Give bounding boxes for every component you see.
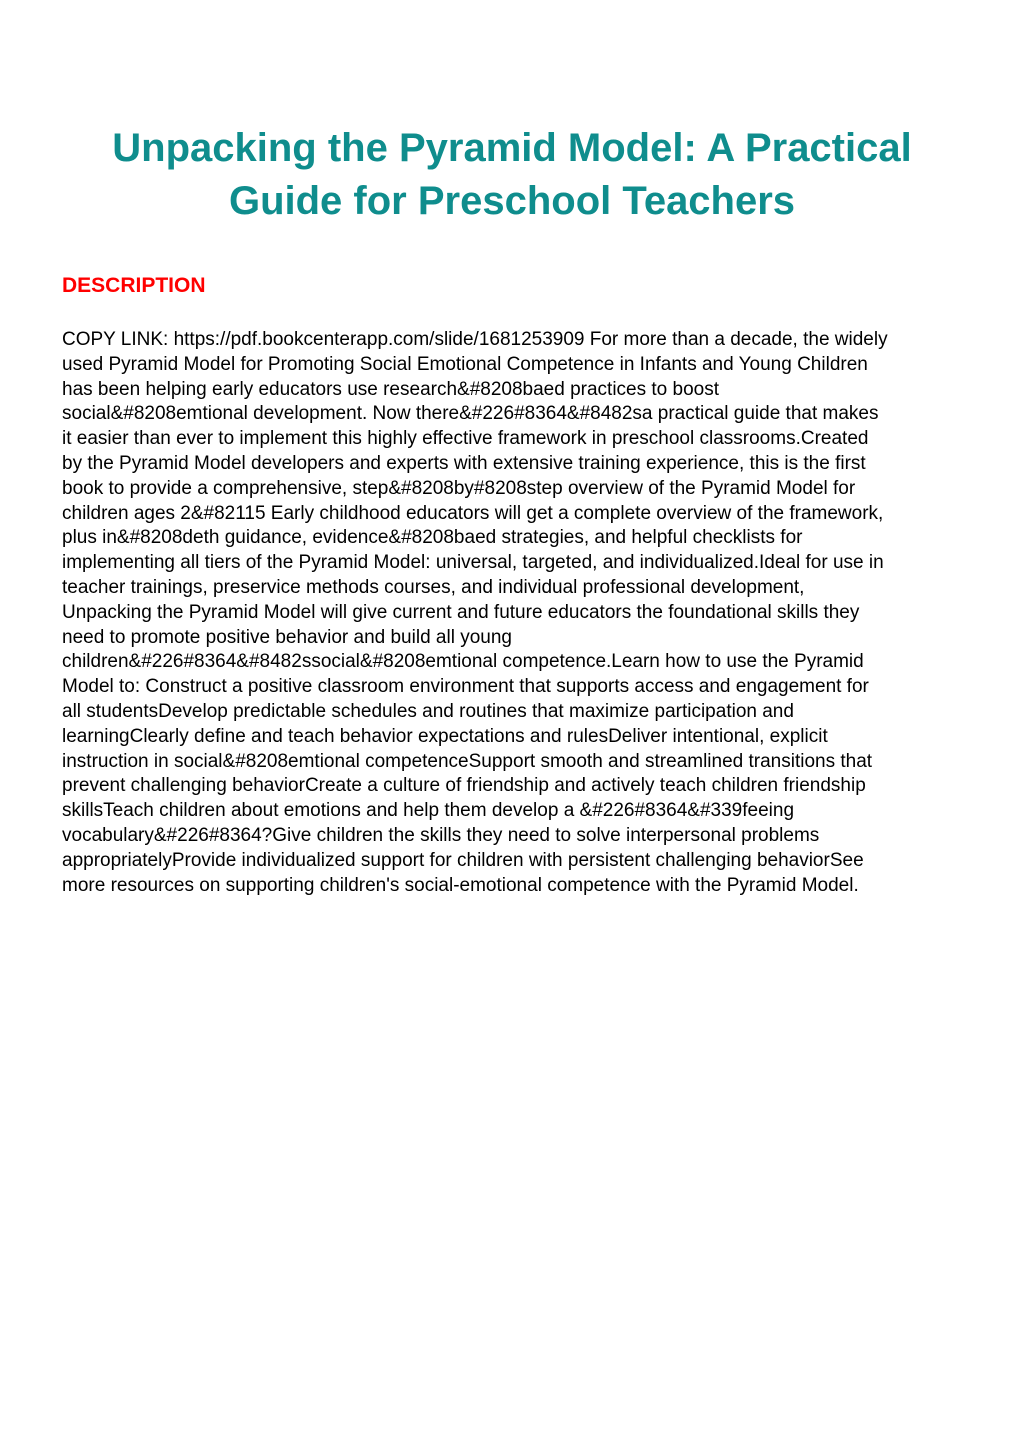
description-text: COPY LINK: https://pdf.bookcenterapp.com/slide/1681253909 For more than a decade, the widely used Pyramid Model for Promoting Social Emotional Competence in Infants and Young Children has been helping early educators use research&#8208baed practices to boost social&#8208emtional development. Now there&#226#8364&#8482sa practical guide that makes it easier than ever to implement this highly effective framework in preschool classrooms.Created by the Pyramid Model developers and experts with extensive training experience, this is the first book to provide a comprehensive, step&#8208by#8208step overview of the Pyramid Model for children ages 2&#82115 Early childhood educators will get a complete overview of the framework, plus in&#8208deth guidance, evidence&#8208baed strategies, and helpful checklists for implementing all tiers of the Pyramid Model: universal, targeted, and individualized.Ideal for use in teacher trainings, preservice methods courses, and individual professional development, Unpacking the Pyramid Model will give current and future educators the foundational skills they need to promote positive behavior and build all young children&#226#8364&#8482ssocial&#8208emtional competence.Learn how to use the Pyramid Model to: Construct a positive classroom environment that supports access and engagement for all studentsDevelop predictable schedules and routines that maximize participation and learningClearly define and teach behavior expectations and rulesDeliver intentional, explicit instruction in social&#8208emtional competenceSupport smooth and streamlined transitions that prevent challenging behaviorCreate a culture of friendship and actively teach children friendship skillsTeach children about emotions and help them develop a &#226#8364&#339feeing vocabulary&#226#8364?Give children the skills they need to solve interpersonal problems appropriatelyProvide individualized support for children with persistent challenging behaviorSee more resources on supporting children's social-emotional competence with the Pyramid Model. (62, 329, 888, 896)
document-title: Unpacking the Pyramid Model: A Practical Guide for Preschool Teachers (112, 126, 912, 223)
section-heading-description: DESCRIPTION (62, 274, 206, 297)
